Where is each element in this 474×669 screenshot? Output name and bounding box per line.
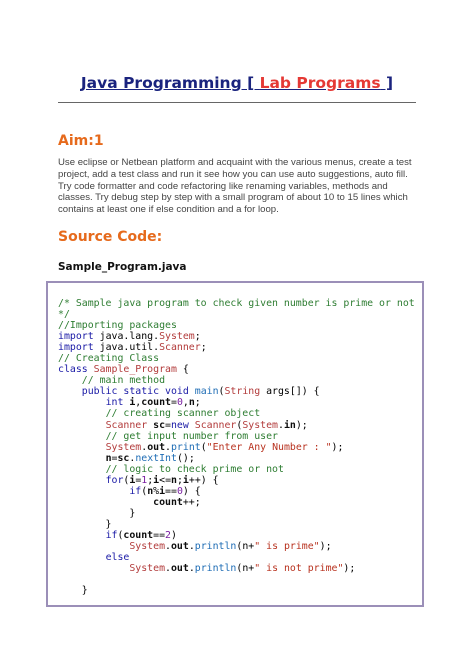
code-token: ; (176, 474, 183, 486)
code-token: for (105, 474, 124, 486)
code-token: count (153, 496, 183, 508)
code-token: // logic to check prime or not (105, 463, 284, 475)
aim-description (58, 157, 418, 216)
code-token: . (188, 563, 195, 575)
code-token: == (153, 529, 166, 541)
code-line (58, 497, 415, 508)
code-token: % (153, 485, 160, 497)
code-token: ) (170, 529, 177, 541)
code-line (58, 585, 415, 596)
code-token: (); (176, 452, 195, 464)
code-line (58, 563, 415, 574)
code-token (58, 453, 106, 464)
code-token: print (170, 441, 201, 453)
code-token: ; (200, 342, 207, 354)
code-token: " is prime" (254, 541, 320, 553)
title-divider (58, 102, 416, 103)
code-token: int (105, 397, 130, 409)
code-token: ( (236, 419, 243, 431)
code-token: ++) { (188, 474, 219, 486)
code-token: // get input number from user (105, 430, 278, 442)
code-token: . (129, 452, 136, 464)
code-token: String (224, 386, 261, 398)
code-token (58, 464, 106, 475)
code-line (58, 431, 415, 442)
code-token: . (278, 419, 284, 431)
code-token: ); (319, 541, 332, 553)
code-token: <= (159, 474, 172, 486)
code-token: ) { (182, 485, 201, 497)
code-token: // main method (81, 375, 166, 387)
code-token: class (58, 364, 94, 376)
code-token: println (194, 563, 237, 575)
code-line (58, 486, 415, 497)
code-token: out (147, 441, 166, 453)
code-line (58, 320, 415, 331)
code-token: count (141, 397, 171, 409)
code-line (58, 397, 415, 408)
code-token: sc (153, 419, 166, 431)
code-token: out (170, 541, 189, 553)
code-line (58, 464, 415, 475)
code-token (58, 431, 106, 442)
code-token (58, 408, 106, 419)
code-token: println (194, 541, 237, 553)
code-token: import (58, 342, 100, 354)
code-token: System (129, 541, 166, 553)
code-token: n (147, 485, 154, 497)
code-line (58, 519, 415, 530)
code-token: ; (194, 397, 201, 409)
code-token: = (111, 452, 118, 464)
code-token: (n+ (236, 541, 255, 553)
code-token: = (135, 474, 142, 486)
code-token: , (182, 397, 189, 409)
aim-line: contains at least one if else condition and a for loop. (58, 204, 279, 216)
code-token: ( (200, 441, 207, 453)
code-token: ( (123, 474, 130, 486)
code-token: ( (218, 386, 225, 398)
code-token: System (159, 331, 195, 343)
code-token: 2 (165, 529, 171, 541)
code-token: Scanner (105, 419, 154, 431)
code-token (58, 552, 106, 563)
code-token (58, 486, 129, 497)
code-token: i (129, 474, 136, 486)
code-token: 1 (141, 474, 148, 486)
code-token: . (165, 563, 171, 575)
code-line (58, 508, 415, 519)
code-line (58, 420, 415, 431)
code-line (58, 298, 415, 309)
code-token: nextInt (135, 452, 177, 464)
aim-line: project, add a test class and run it see how you can use auto suggestions, auto fill. (58, 168, 408, 180)
code-token: Scanner (194, 419, 237, 431)
code-token: n (105, 452, 112, 464)
code-line (58, 552, 415, 563)
code-token: = (165, 419, 171, 431)
code-token: ( (117, 529, 124, 541)
code-token (58, 420, 106, 431)
title-highlight: Lab Programs (259, 74, 381, 92)
code-token (58, 475, 106, 486)
code-token: ); (331, 441, 344, 453)
code-line (58, 309, 415, 320)
code-token: //Importing packages (58, 320, 177, 332)
code-token: if (129, 485, 142, 497)
code-token: in (283, 419, 296, 431)
code-token: . (188, 541, 195, 553)
code-token: ; (147, 474, 154, 486)
code-token: == (165, 485, 177, 497)
code-token: import (58, 331, 100, 343)
code-token: } (58, 585, 88, 597)
code-token (58, 530, 106, 541)
code-token (58, 442, 106, 453)
code-line (58, 442, 415, 453)
code-token: , (135, 397, 142, 409)
code-token: n (171, 474, 177, 486)
code-token: " is not prime" (254, 563, 344, 575)
code-token: System (129, 563, 166, 575)
aim-heading: Aim:1 (58, 133, 104, 149)
code-token: args[]) { (260, 386, 320, 398)
code-token: } (58, 507, 136, 519)
aim-line: classes. Try debug step by step with a small program of about 10 to 15 lines which (58, 192, 408, 204)
code-line (58, 342, 415, 353)
code-token: . (165, 441, 171, 453)
code-line (58, 530, 415, 541)
code-token: ( (141, 485, 148, 497)
code-token: sc (117, 452, 130, 464)
title-prefix: Java Programming [ (80, 74, 260, 92)
code-token: i (129, 397, 136, 409)
aim-line: Use eclipse or Netbean platform and acquaint with the various menus, create a test (58, 157, 412, 168)
code-line (58, 541, 415, 552)
code-token: else (105, 552, 130, 564)
code-token: java.lang. (99, 331, 160, 343)
code-token: ; (194, 331, 201, 343)
code-token: Sample_Program (93, 364, 177, 376)
code-token: System (105, 441, 142, 453)
code-token: (n+ (236, 563, 255, 575)
file-name-label: Sample_Program.java (58, 261, 187, 273)
code-token: { (176, 364, 189, 376)
code-line (58, 386, 415, 397)
code-token: new (170, 419, 195, 431)
code-token (58, 541, 129, 552)
code-token: i (153, 474, 160, 486)
code-line (58, 375, 415, 386)
code-line (58, 364, 415, 375)
code-token: // creating scanner object (105, 408, 261, 420)
code-line (58, 331, 415, 342)
code-line (58, 475, 415, 486)
code-token: main (194, 386, 219, 398)
page-title (0, 74, 474, 92)
code-line (58, 453, 415, 464)
code-token: ); (343, 563, 356, 575)
code-line (58, 353, 415, 364)
code-token: "Enter Any Number : " (206, 441, 332, 453)
code-token (58, 397, 106, 408)
aim-line: Try code formatter and code refactoring like renaming variables, methods and (58, 180, 388, 192)
code-token: } (58, 518, 112, 530)
code-token: // Creating Class (58, 353, 160, 365)
code-line (58, 574, 415, 585)
code-token (58, 386, 82, 397)
code-line (58, 408, 415, 419)
code-token (58, 563, 129, 574)
title-suffix: ] (380, 74, 394, 92)
code-token: public static void (81, 386, 195, 398)
code-token: java.util. (99, 342, 160, 354)
code-token: if (105, 529, 118, 541)
code-token: n (188, 397, 195, 409)
code-token: i (159, 485, 166, 497)
code-token: 0 (176, 485, 183, 497)
code-token: 0 (176, 397, 183, 409)
code-token: out (170, 563, 189, 575)
code-token: ); (295, 419, 308, 431)
source-code-heading: Source Code: (58, 229, 163, 245)
code-token: . (165, 541, 171, 553)
code-token: System (242, 419, 278, 431)
code-token (58, 497, 153, 508)
code-token: = (170, 397, 177, 409)
code-token (58, 375, 82, 386)
code-token: . (141, 441, 148, 453)
code-token: */ (58, 309, 70, 321)
code-block (58, 298, 415, 596)
code-token: count (123, 529, 154, 541)
code-token: ++; (182, 496, 201, 508)
code-token: /* Sample java program to check given number is prime or not (58, 298, 415, 309)
code-token: i (182, 474, 189, 486)
code-token: Scanner (159, 342, 201, 354)
